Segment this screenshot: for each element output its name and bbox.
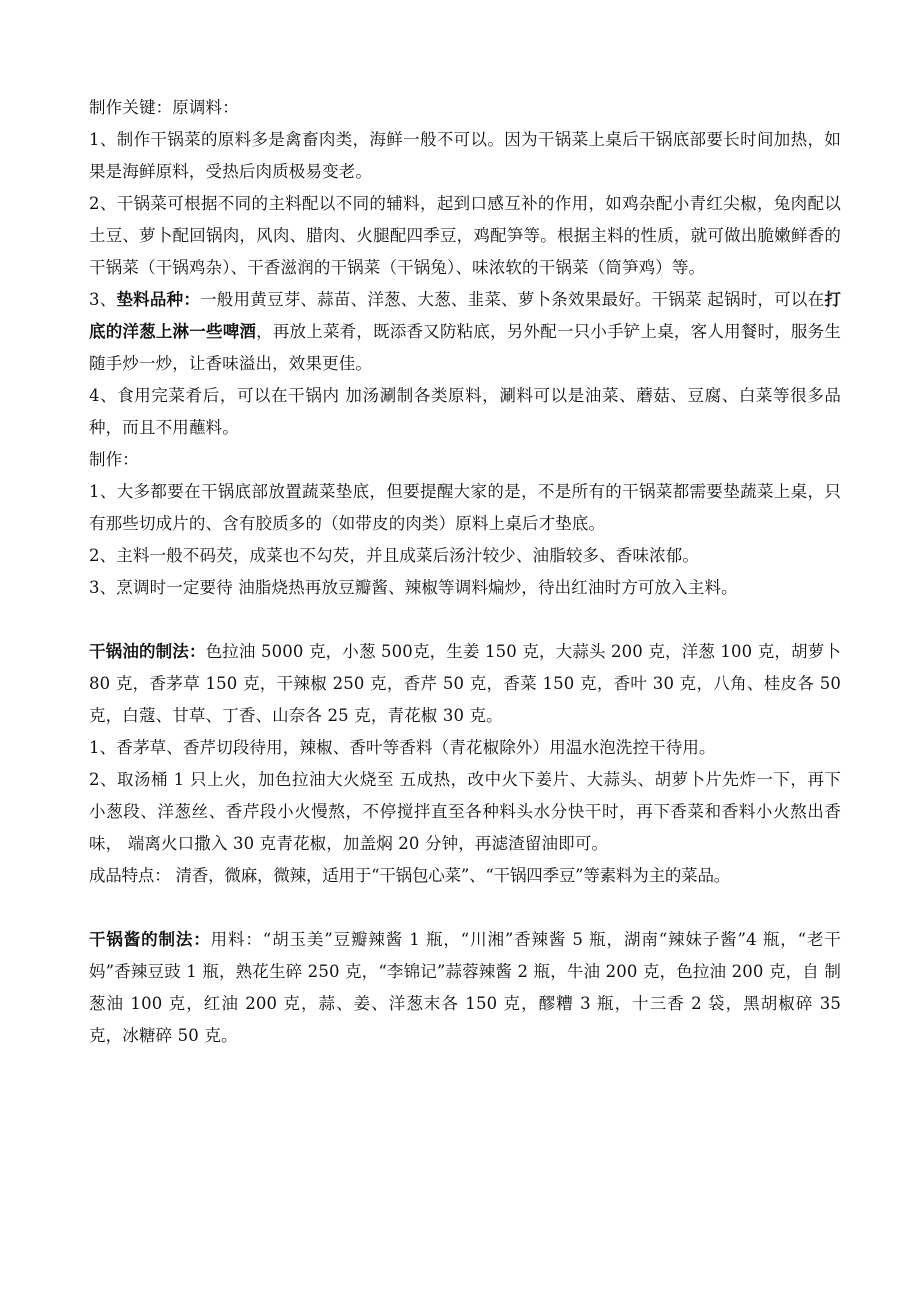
spacer — [89, 892, 841, 924]
key-item-1: 1、制作干锅菜的原料多是禽畜肉类，海鲜一般不可以。因为干锅菜上桌后干锅底部要长时间加热，如果是海鲜原料，受热后肉质极易变老。 — [89, 130, 841, 181]
sauce-ingredients: 用料：“胡玉美”豆瓣辣酱 1 瓶，“川湘”香辣酱 5 瓶，湖南“辣妹子酱”4 瓶，“老干妈”香辣豆豉 1 瓶，熟花生碎 250 克，“李锦记”蒜蓉辣酱 2 瓶，牛油 200 克，色拉油 200 克，自 制葱油 100 克，红油 200 克，蒜、姜、洋葱末各 150 克，醪糟 3 瓶，十三香 2 袋，黑胡椒碎 35 克，冰糖碎 50 克。 — [89, 930, 841, 1045]
key-item-3-text-1: 一般用黄豆芽、蒜苗、洋葱、大葱、韭菜、萝卜条效果最好。干锅菜 起锅时，可以在 — [200, 290, 825, 309]
make-item-2: 2、主料一般不码芡，成菜也不勾芡，并且成菜后汤汁较少、油脂较多、香味浓郁。 — [89, 546, 700, 565]
sauce-title: 干锅酱的制法： — [89, 930, 211, 949]
key-item-3-prefix: 3、 — [89, 290, 117, 309]
oil-ingredients: 色拉油 5000 克，小葱 500克，生姜 150 克，大蒜头 200 克，洋葱 100 克，胡萝卜 80 克，香茅草 150 克，干辣椒 250 克，香芹 50 克，香菜 150 克，香叶 30 克，八角、桂皮各 50 克，白蔻、甘草、丁香、山奈各 25 克，青花椒 30 克。 — [89, 642, 841, 725]
key-title: 制作关键：原调料： — [89, 98, 239, 117]
key-item-3-bold-phrase: 打底的洋葱上淋一些啤酒 — [89, 290, 841, 341]
key-item-3-text-2: ，再放上菜肴，既添香又防粘底，另外配一只小手铲上桌，客人用餐时，服务生随手炒一炒，让香味溢出，效果更佳。 — [89, 322, 841, 373]
document-body — [89, 92, 841, 1052]
key-item-2: 2、干锅菜可根据不同的主料配以不同的辅料，起到口感互补的作用，如鸡杂配小青红尖椒，兔肉配以土豆、萝卜配回锅肉，风肉、腊肉、火腿配四季豆，鸡配笋等。根据主料的性质，就可做出脆嫩鲜香的干锅菜（干锅鸡杂）、干香滋润的干锅菜（干锅兔）、味浓软的干锅菜（筒笋鸡）等。 — [89, 194, 841, 277]
make-item-3: 3、烹调时一定要待 油脂烧热再放豆瓣酱、辣椒等调料煸炒，待出红油时方可放入主料。 — [89, 578, 738, 597]
oil-title: 干锅油的制法： — [89, 642, 206, 661]
oil-recipe-intro — [89, 636, 841, 732]
oil-feature: 成品特点： 清香，微麻，微辣，适用于“干锅包心菜”、“干锅四季豆”等素料为主的菜品。 — [89, 866, 731, 885]
make-title: 制作： — [89, 450, 139, 469]
oil-step-2: 2、取汤桶 1 只上火，加色拉油大火烧至 五成热，改中火下姜片、大蒜头、胡萝卜片先炸一下，再下小葱段、洋葱丝、香芹段小火慢熬，不停搅拌直至各种料头水分快干时，再下香菜和香料小火熬出香味， 端离火口撒入 30 克青花椒，加盖焖 20 分钟，再滤渣留油即可。 — [89, 770, 841, 853]
make-item-1: 1、大多都要在干锅底部放置蔬菜垫底，但要提醒大家的是，不是所有的干锅菜都需要垫蔬菜上桌，只有那些切成片的、含有胶质多的（如带皮的肉类）原料上桌后才垫底。 — [89, 482, 841, 533]
oil-step-1: 1、香茅草、香芹切段待用，辣椒、香叶等香料（青花椒除外）用温水泡洗控干待用。 — [89, 738, 716, 757]
sauce-recipe-intro — [89, 924, 841, 1052]
spacer — [89, 604, 841, 636]
key-item-4: 4、食用完菜肴后，可以在干锅内 加汤涮制各类原料，涮料可以是油菜、蘑菇、豆腐、白菜等很多品种，而且不用蘸料。 — [89, 386, 841, 437]
key-item-3 — [89, 284, 841, 380]
key-item-3-bold-label: 垫料品种： — [116, 290, 201, 309]
